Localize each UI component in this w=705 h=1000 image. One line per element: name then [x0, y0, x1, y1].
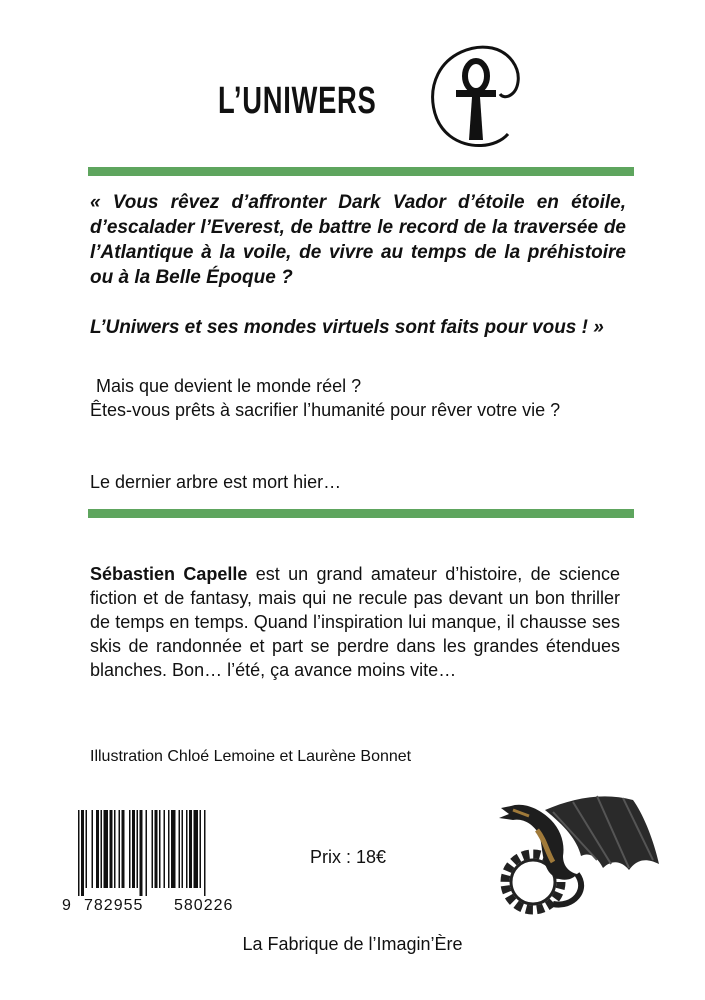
blurb-quote: [90, 190, 626, 340]
quote-paragraph-1: « Vous rêvez d’affronter Dark Vador d’étoile en étoile, d’escalader l’Everest, de battre le record de la traversée de l’Atlantique à la voile, de vivre au temps de la préhistoire ou à la Belle Époque ?: [90, 192, 626, 288]
barcode-bar: [78, 810, 80, 896]
barcode-bar: [119, 810, 121, 888]
question-2: Êtes-vous prêts à sacrifier l’humanité pour rêver votre vie ?: [90, 400, 561, 420]
quote-paragraph-2: L’Uniwers et ses mondes virtuels sont faits pour vous ! »: [90, 317, 604, 338]
illustration-credit: Illustration Chloé Lemoine et Laurène Bonnet: [90, 748, 412, 765]
barcode-bar: [189, 810, 192, 888]
book-title: L’UNIWERS: [218, 80, 377, 122]
divider-middle: [88, 509, 634, 518]
barcode-bar: [155, 810, 158, 888]
barcode-bar: [110, 810, 113, 888]
barcode-bar: [114, 810, 116, 888]
price: Prix : 18€: [310, 847, 387, 867]
barcode-bar: [81, 810, 84, 896]
author-name: Sébastien Capelle: [90, 564, 248, 584]
barcode-bar: [104, 810, 109, 888]
barcode-bar: [204, 810, 206, 896]
barcode-bar: [140, 810, 143, 896]
steampunk-dragon-icon: [493, 790, 663, 920]
barcode-group-right: 580226: [174, 897, 234, 914]
question-1: Mais que devient le monde réel ?: [96, 376, 362, 396]
barcode-bar: [146, 810, 148, 896]
barcode-bar: [200, 810, 202, 888]
publisher-name: La Fabrique de l’Imagin’Ère: [242, 934, 463, 954]
barcode-digit-first: 9: [62, 897, 71, 914]
author-bio-text: est un grand amateur d’histoire, de science fiction et de fantasy, mais qui ne recule pas devant un bon thriller de temps en temps. Quand l’inspiration lui manque, il chausse ses skis de randonnée et part se perdre dans les grandes étendues blanches. Bon… l’été, ça avance moins vite…: [90, 564, 620, 680]
barcode-bar: [168, 810, 170, 888]
barcode-bar: [152, 810, 154, 888]
barcode-bar: [164, 810, 166, 888]
barcode-bar: [182, 810, 184, 888]
barcode-bar: [194, 810, 199, 888]
barcode-bar: [122, 810, 125, 888]
barcode-bar: [179, 810, 181, 888]
barcode-bar: [96, 810, 99, 888]
barcode-bar: [86, 810, 88, 888]
barcode-group-left: 782955: [84, 897, 144, 914]
divider-top: [88, 167, 634, 176]
barcode-bar: [129, 810, 131, 888]
ankh-in-circle-icon: [428, 42, 524, 152]
barcode-bar: [137, 810, 139, 888]
barcode-bar: [186, 810, 188, 888]
teaser-line: Le dernier arbre est mort hier…: [90, 472, 342, 492]
barcode-bar: [171, 810, 176, 888]
barcode-bar: [132, 810, 135, 888]
barcode-bar: [101, 810, 103, 888]
barcode: [58, 808, 264, 914]
barcode-bar: [92, 810, 94, 888]
barcode-bar: [159, 810, 161, 888]
author-bio: [90, 562, 620, 682]
